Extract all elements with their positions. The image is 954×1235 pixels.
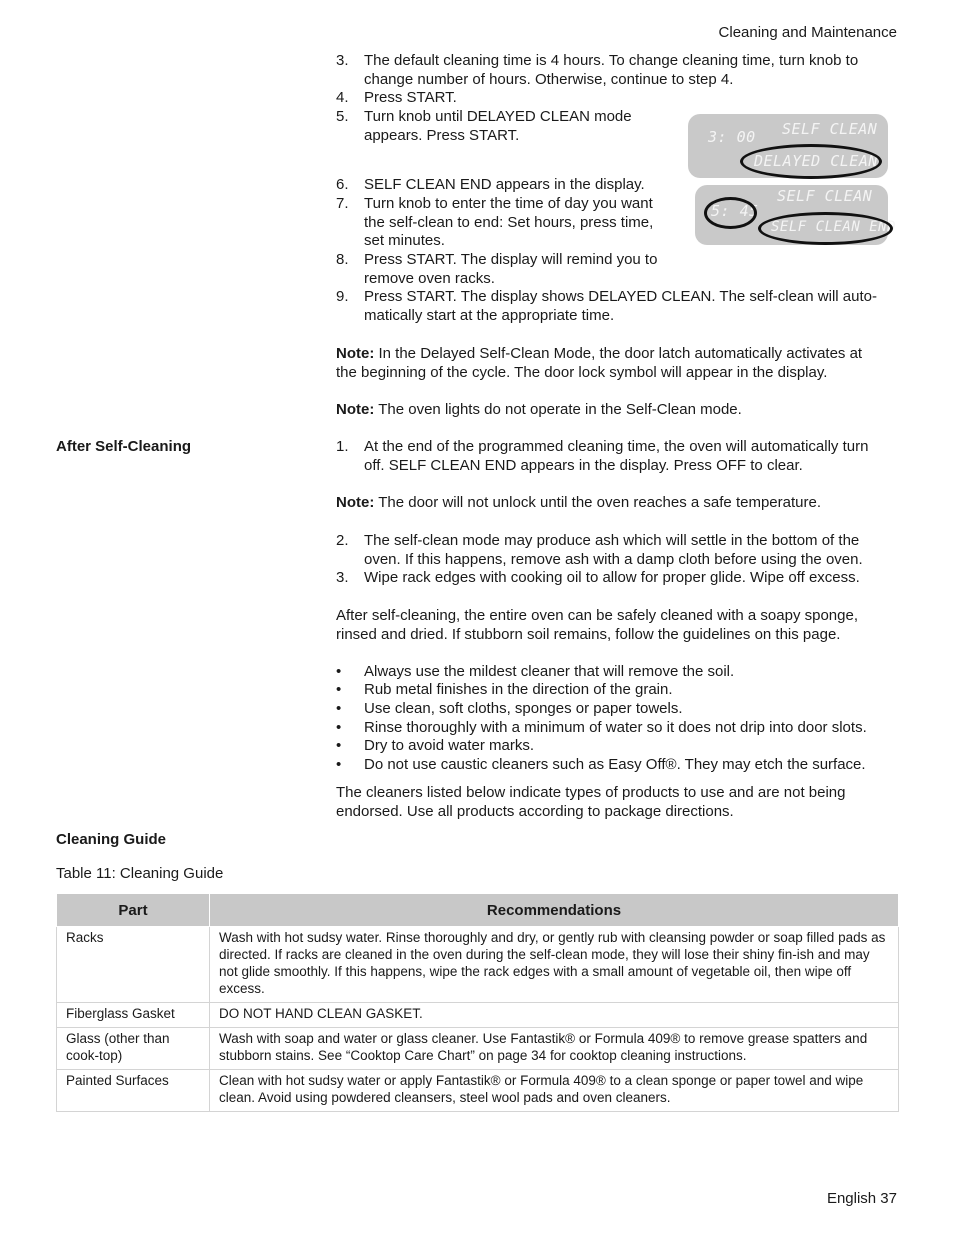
note-oven-lights: Note: The oven lights do not operate in the Self-Clean mode. [336,401,742,418]
step-number: 6. [336,176,349,193]
cell-part: Racks [57,927,210,1003]
step-number: 5. [336,108,349,125]
highlight-ring [704,197,757,229]
paragraph-after-cleaning: After self-cleaning, the entire oven can be safely cleaned with a soapy sponge, rinsed and dried. If stubborn soil remains, follow the guidelines on this page. [336,607,858,643]
display-time: 3: 00 [708,128,756,146]
cell-part: Painted Surfaces [57,1070,210,1112]
note-door-unlock: Note: The door will not unlock until the oven reaches a safe temperature. [336,494,821,511]
step-3: The default cleaning time is 4 hours. To change cleaning time, turn knob to change number of hours. Otherwise, continue to step 4. [364,52,859,88]
cell-recommendation: DO NOT HAND CLEAN GASKET. [210,1003,899,1028]
after-step-2: The self-clean mode may produce ash which will settle in the bottom of the oven. If this happens, remove ash with a damp cloth before using the oven. [364,532,863,568]
bullet-item: Use clean, soft cloths, sponges or paper towels. [364,700,683,717]
table-caption: Table 11: Cleaning Guide [56,865,224,882]
cell-part: Glass (other than cook-top) [57,1028,210,1070]
section-heading-cleaning-guide: Cleaning Guide [56,831,167,848]
display-time: 5: 45 [711,202,759,220]
step-number: 2. [336,532,349,549]
step-number: 8. [336,251,349,268]
section-heading-after-self-cleaning: After Self-Cleaning [56,438,192,455]
display-mode: SELF CLEAN [782,120,878,138]
bullet-marker: • [336,700,342,717]
cell-recommendation: Wash with hot sudsy water. Rinse thoroughly and dry, or gently rub with cleansing powder or soap filled pads as directed. If racks are cleaned in the oven during the self-clean mode, they will lose their shiny fin-ish and may not glide smoothly. If this happens, wipe the rack edges with a small amount of vegetable oil, then wipe off excess. [210,927,899,1003]
display-mode: SELF CLEAN [777,187,873,205]
bullet-marker: • [336,681,342,698]
display-selected-mode: SELF CLEAN END [771,219,897,235]
cell-part: Fiberglass Gasket [57,1003,210,1028]
table-row [57,1003,899,1028]
after-step-1: At the end of the programmed cleaning time, the oven will automatically turn off. SELF CLEAN END appears in the display. Press OFF to clear. [364,438,869,474]
highlight-ring [758,212,893,245]
cell-recommendation: Wash with soap and water or glass cleaner. Use Fantastik® or Formula 409® to remove grease spatters and stubborn stains. See “Cooktop Care Chart” on page 34 for cooktop cleaning instructions. [210,1028,899,1070]
bullet-item: Do not use caustic cleaners such as Easy Off®. They may etch the surface. [364,756,866,773]
page-number: English 37 [826,1190,897,1207]
step-number: 3. [336,569,349,586]
highlight-ring [740,144,882,179]
bullet-marker: • [336,756,342,773]
oven-display-self-clean-end [695,185,897,245]
running-header: Cleaning and Maintenance [718,24,897,41]
step-number: 9. [336,288,349,305]
bullet-marker: • [336,737,342,754]
cleaning-guide-table [56,893,899,1112]
column-header-part: Part [57,894,210,927]
bullet-item: Dry to avoid water marks. [364,737,535,754]
display-selected-mode: DELAYED CLEAN [754,152,878,170]
paragraph-cleaners-disclaimer: The cleaners listed below indicate types of products to use and are not being endorsed. Use all products according to package directions. [336,784,846,820]
table-row [57,1028,899,1070]
step-8: Press START. The display will remind you to remove oven racks. [364,251,658,287]
step-number: 1. [336,438,349,455]
step-9: Press START. The display shows DELAYED CLEAN. The self-clean will auto- matically start at the appropriate time. [364,288,877,324]
bullet-item: Rub metal finishes in the direction of the grain. [364,681,673,698]
bullet-item: Always use the mildest cleaner that will remove the soil. [364,663,735,680]
step-number: 4. [336,89,349,106]
step-6: SELF CLEAN END appears in the display. [364,176,645,193]
bullet-item: Rinse thoroughly with a minimum of water so it does not drip into door slots. [364,719,867,736]
bullet-marker: • [336,663,342,680]
step-number: 3. [336,52,349,69]
table-row [57,927,899,1003]
oven-display-delayed-clean [688,114,888,178]
step-7: Turn knob to enter the time of day you want the self-clean to end: Set hours, press time, set minutes. [364,195,654,250]
cell-recommendation: Clean with hot sudsy water or apply Fantastik® or Formula 409® to a clean sponge or paper towel and wipe clean. Avoid using powdered cleansers, steel wool pads and oven cleaners. [210,1070,899,1112]
step-number: 7. [336,195,349,212]
table-row [57,1070,899,1112]
column-header-recommendations: Recommendations [210,894,899,927]
step-4: Press START. [364,89,457,106]
step-5: Turn knob until DELAYED CLEAN mode appears. Press START. [364,108,632,144]
note-delayed-clean: Note: In the Delayed Self-Clean Mode, the door latch automatically activates at the beginning of the cycle. The door lock symbol will appear in the display. [336,345,863,381]
bullet-marker: • [336,719,342,736]
after-step-3: Wipe rack edges with cooking oil to allow for proper glide. Wipe off excess. [364,569,860,586]
